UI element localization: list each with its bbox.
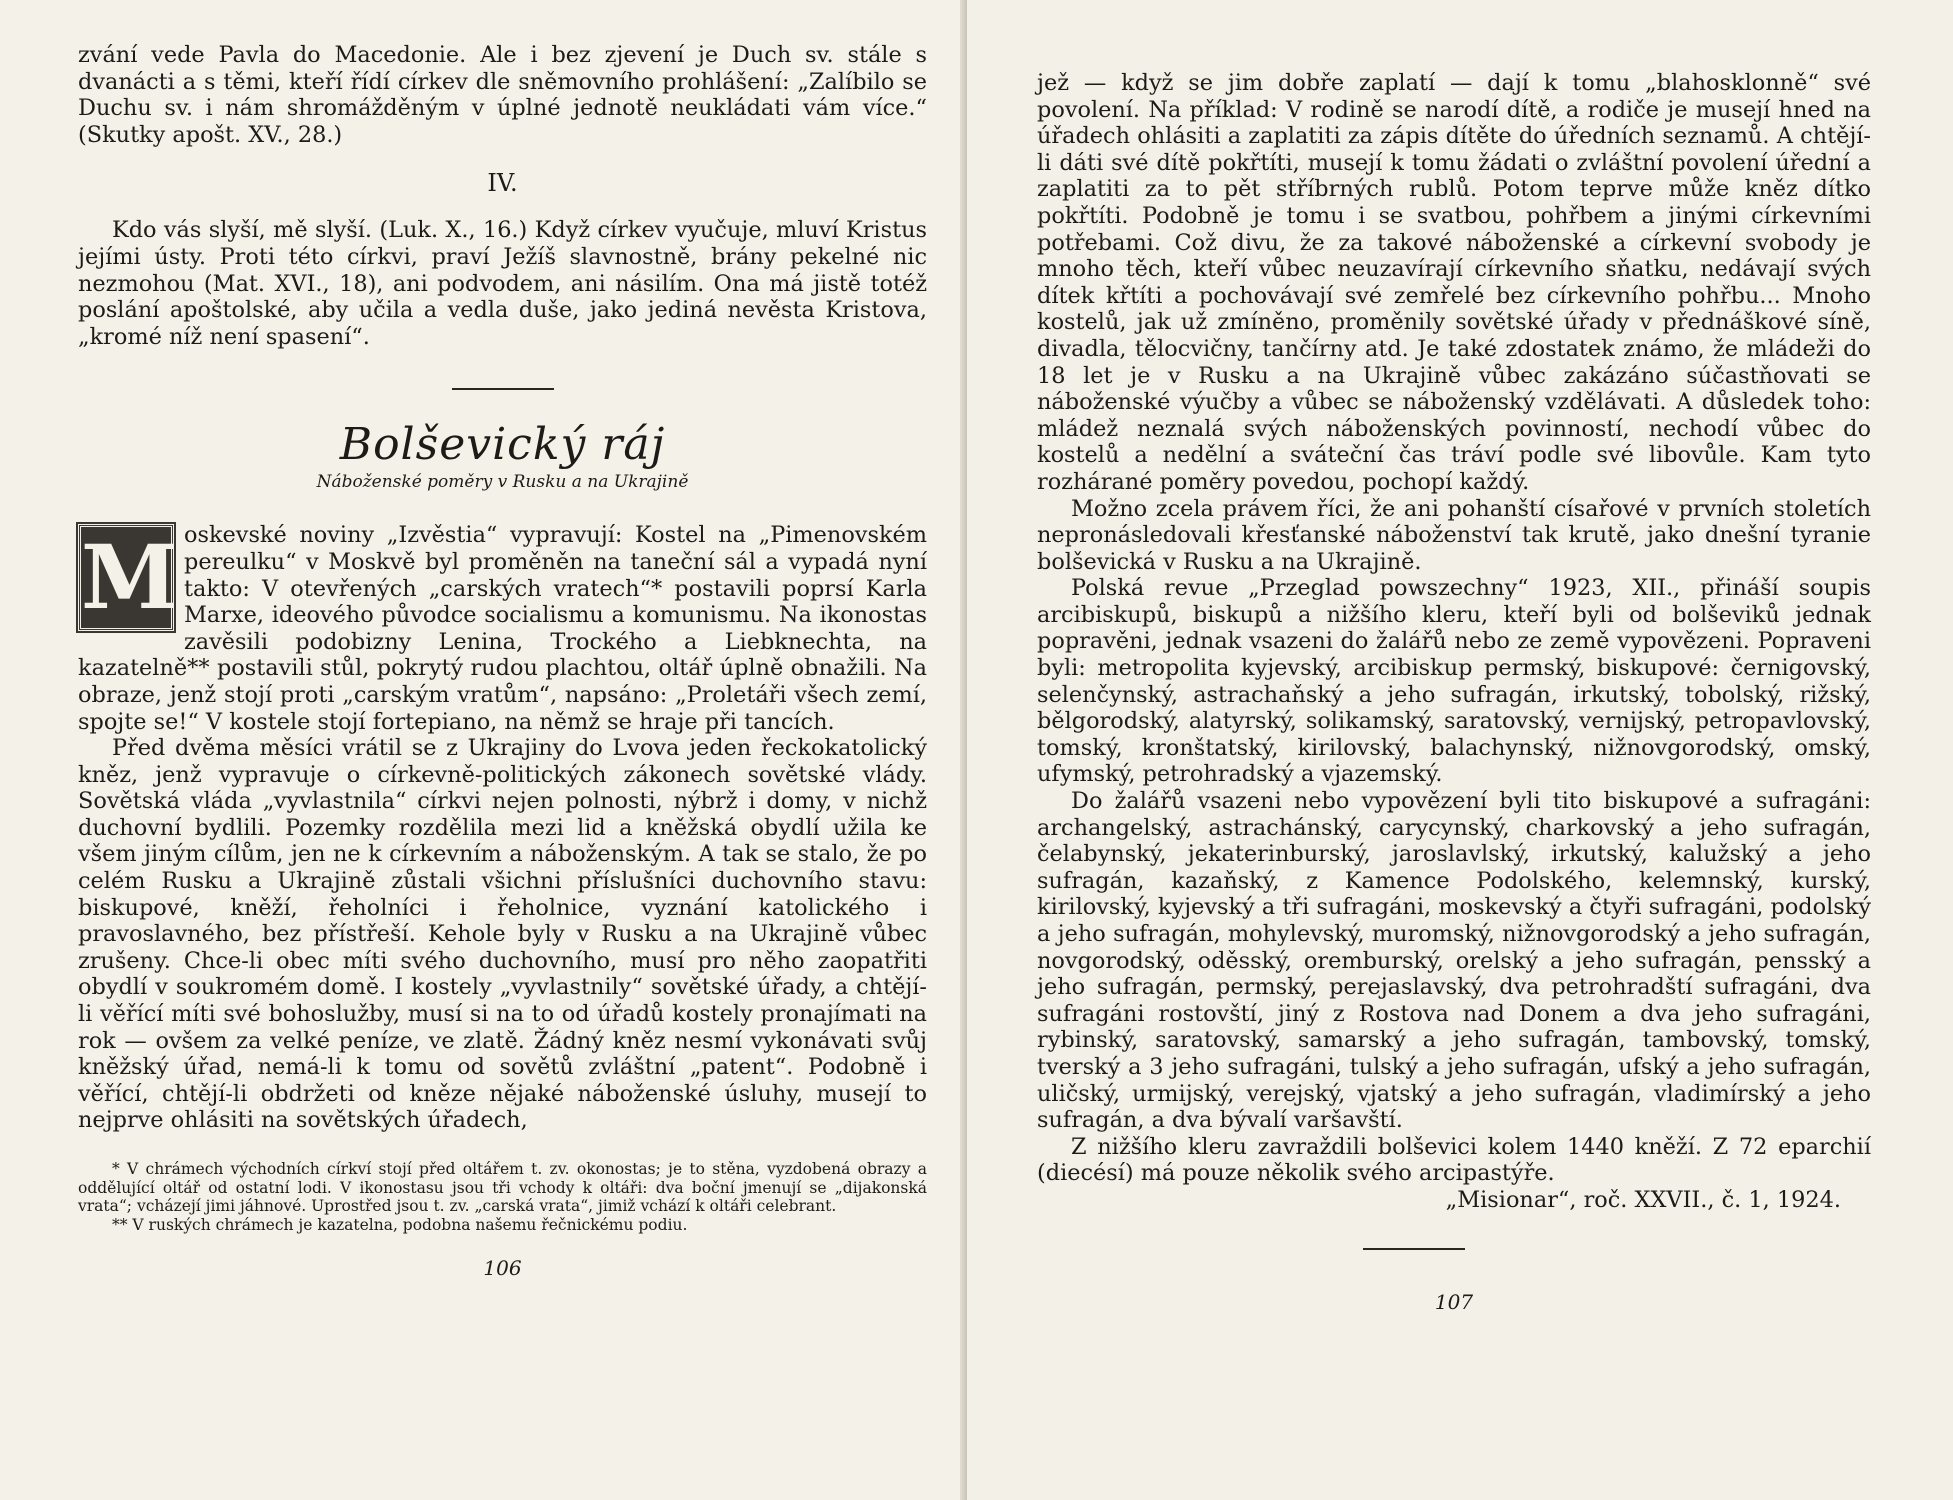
right-paragraph-5: Z nižšího kleru zavraždili bolševici kolem 1440 kněží. Z 72 eparchií (diecésí) má pouze několik svého arcipastýře. bbox=[1037, 1133, 1871, 1187]
footnote-2: ** V ruských chrámech je kazatelna, podobna našemu řečnickému podiu. bbox=[112, 1215, 688, 1234]
footnotes bbox=[78, 1160, 927, 1234]
page-number-right: 107 bbox=[1434, 1289, 1474, 1314]
article-paragraph-2: Před dvěma měsíci vrátil se z Ukrajiny do Lvova jeden řeckokatolický kněz, jenž vypravuje o církevně-politických zákonech sovětské vlády. Sovětská vláda „vyvlastnila“ církvi nejen polnosti, nýbrž i domy, v nichž duchovní bydlili. Pozemky rozdělila mezi lid a kněžská obydlí užila ke všem jiným cílům, jen ne k církevním a náboženským. A tak se stalo, že po celém Rusku a Ukrajině zůstali všichni příslušníci duchovního stavu: biskupové, kněží, řeholníci i řeholnice, vyznání katolického i pravoslavného, bez přístřeší. Kehole byly v Rusku a na Ukrajině vůbec zrušeny. Chce-li obec míti svého duchovního, musí pro něho zaopatřiti obydlí v soukromém domě. I kostely „vyvlastnily“ sovětské úřady, a chtějí-li věřící míti své bohoslužby, musí si na to od úřadů kostely pronajímati na rok — ovšem za velké peníze, ve zlatě. Žádný kněz nesmí vykonávati svůj kněžský úřad, nemá-li k tomu od sovětů zvláštní „patent“. Podobně i věřící, chtějí-li obdržeti od kněze nějaké náboženské úsluhy, musejí to nejprve ohlásiti na sovětských úřadech, bbox=[78, 735, 927, 1134]
right-paragraph-3: Polská revue „Przeglad powszechny“ 1923, XII., přináší soupis arcibiskupů, biskupů a nižšího kleru, kteří byli od bolševiků jednak popravěni, jednak vsazeni do žalářů nebo ze země vypovězeni. Popraveni byli: metropolita kyjevský, arcibiskup permský, biskupové: černigovský, selenčynský, astrachaňský a jeho sufragán, irkutský, tobolský, rižský, bělgorodský, alatyrský, solikamský, saratovský, vernijský, petropavlovský, tomský, kronštatský, kirilovský, balachynský, nižnovgorodský, omský, ufymský, petrohradský a vjazemský. bbox=[1037, 575, 1871, 788]
right-paragraph-2: Možno zcela právem říci, že ani pohanští císařové v prvních stoletích nepronásledovali křesťanské náboženství tak krutě, jako dnešní tyranie bolševická v Rusku a na Ukrajině. bbox=[1037, 495, 1871, 575]
left-page bbox=[0, 0, 967, 1500]
intro-paragraph: zvání vede Pavla do Macedonie. Ale i bez zjevení je Duch sv. stále s dvanácti a s těmi, kteří řídí církev dle sněmovního prohlášení: „Zalíbilo se Duchu sv. i nám shromážděným v úplné jednotě neukládati vám více.“ (Skutky apošt. XV., 28.) bbox=[78, 42, 927, 148]
closing-divider bbox=[1363, 1248, 1465, 1250]
footnote-1: * V chrámech východních církví stojí před oltářem t. zv. okonostas; je to stěna, vyzdobená obrazy a oddělující oltář od ostatní lodi. V ikonostasu jsou tři vchody k oltáři: dva boční jmenují se „dijakonská vrata“; vcházejí jimi jáhnové. Uprostřed jsou t. zv. „carská vrata“, jimiž vchází k oltáři celebrant. bbox=[78, 1160, 927, 1215]
right-paragraph-1: jež — když se jim dobře zaplatí — dají k tomu „blahosklonně“ své povolení. Na příklad: V rodině se narodí dítě, a rodiče je musejí hned na úřadech ohlásiti a zaplatiti za zápis dítěte do úředních seznamů. A chtějí-li dáti své dítě pokřtíti, musejí k tomu žádati o zvláštní povolení úřední a zaplatiti za to pět stříbrných rublů. Potom teprve může kněz dítko pokřtíti. Podobně je tomu i se svatbou, pohřbem a jinými církevními potřebami. Což divu, že za takové náboženské a církevní svobody je mnoho těch, kteří vůbec neuzavírají církevního sňatku, nedávají svých dítek křtíti a pochovávají své zemřelé bez církevního pohřbu... Mnoho kostelů, jak už zmíněno, proměnily sovětské úřady v přednáškové síně, divadla, tělocvičny, tančírny atd. Je také zdostatek známo, že mládeži do 18 let je v Rusku a na Ukrajině vůbec zakázáno súčastňovati se náboženské výučby a vůbec se náboženský vzdělávati. A důsledek toho: mládež neznalá svých náboženských povinností, nechodí vůbec do kostelů a nedělní a sváteční čas tráví podle své libovůle. Kam tyto rozhárané poměry povedou, pochopí každý. bbox=[1037, 70, 1871, 495]
right-page bbox=[967, 0, 1953, 1500]
drop-cap: M bbox=[78, 524, 174, 631]
section-number: IV. bbox=[487, 169, 518, 198]
article-title: Bolševický ráj bbox=[339, 419, 666, 471]
section-divider bbox=[452, 388, 554, 390]
page-number-left: 106 bbox=[483, 1256, 522, 1280]
article-subtitle: Náboženské poměry v Rusku a na Ukrajině bbox=[316, 472, 689, 493]
source-citation: „Misionar“, roč. XXVII., č. 1, 1924. bbox=[1445, 1186, 1841, 1213]
right-paragraph-4: Do žalářů vsazeni nebo vypovězení byli tito biskupové a sufragáni: archangelský, astrachánský, carycynský, charkovský a jeho sufragán, čelabynský, jekaterinburský, jaroslavlský, irkutský, kalužský a jeho sufragán, kazaňský, z Kamence Podolského, kelemnský, kurský, kirilovský, kyjevský a tři sufragáni, moskevský a čtyři sufragáni, podolský a jeho sufragán, mohylevský, muromský, nižnovgorodský a jeho sufragán, novgorodský, oděsský, oremburský, orelský a jeho sufragán, pensský a jeho sufragán, permský, perejaslavský, dva petrohradští sufragáni, dva sufragáni rostovští, jiný z Rostova nad Donem a dva jeho sufragáni, rybinský, saratovský, samarský a jeho sufragán, tambovský, tomský, tverský a 3 jeho sufragáni, tulský a jeho sufragán, ufský a jeho sufragán, uličský, urmijský, verejský, vjatský a jeho sufragán, vladimírský a jeho sufragán, a dva bývalí varšavští. bbox=[1037, 788, 1871, 1134]
article-paragraph-1: oskevské noviny „Izvěstia“ vypravují: Kostel na „Pimenovském pereulku“ v Moskvě byl proměněn na taneční sál a vypadá nyní takto: V otevřených „carských vratech“* postavili poprsí Karla Marxe, ideového původce socialismu a komunismu. Na ikonostas zavěsili podobizny Lenina, Trockého a Liebknechta, na kazatelně** postavili stůl, pokrytý rudou plachtou, oltář úplně obnažili. Na obraze, jenž stojí proti „carským vratům“, napsáno: „Proletáři všech zemí, spojte se!“ V kostele stojí fortepiano, na němž se hraje při tancích. bbox=[78, 522, 927, 735]
section-paragraph: Kdo vás slyší, mě slyší. (Luk. X., 16.) Když církev vyučuje, mluví Kristus jejími ústy. Proti této církvi, praví Ježíš slavnostně, brány pekelné nic nezmohou (Mat. XVI., 18), ani podvodem, ani násilím. Ona má jistě totéž poslání apoštolské, aby učila a vedla duše, jako jediná nevěsta Kristova, „kromé níž není spasení“. bbox=[78, 217, 927, 350]
